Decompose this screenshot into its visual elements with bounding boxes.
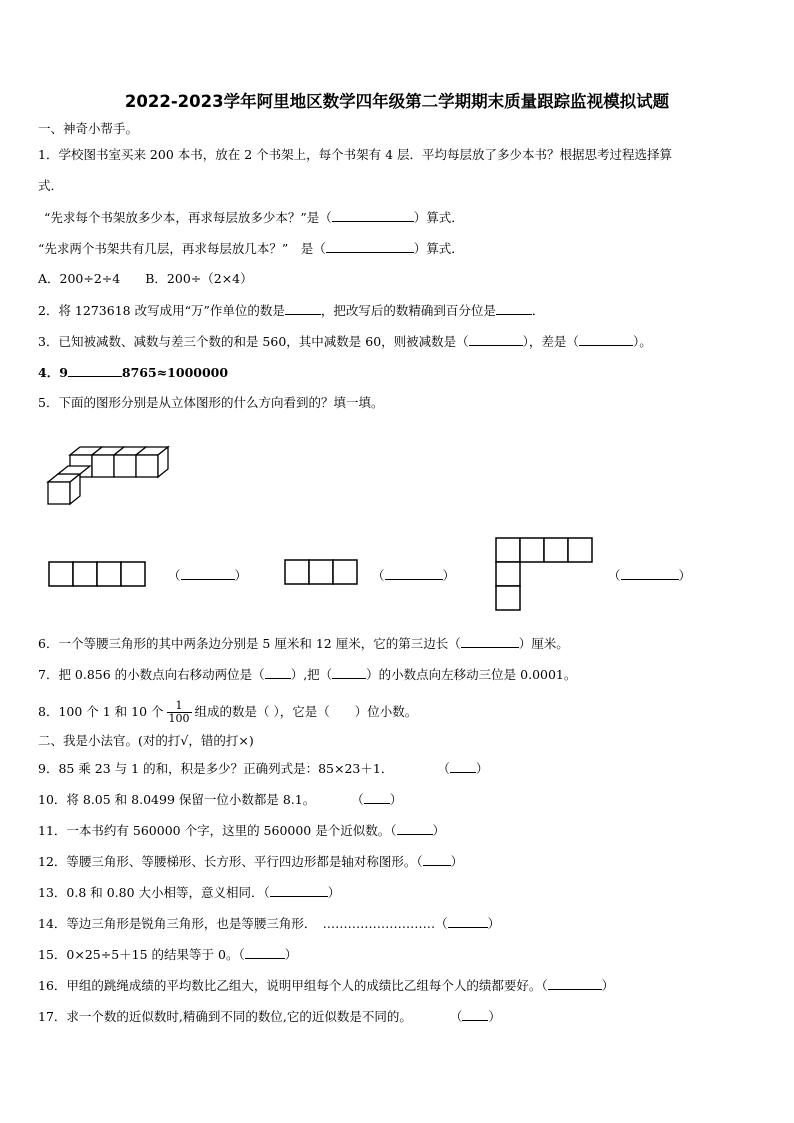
answer-blank[interactable] [285,302,321,315]
answer-blank[interactable] [245,946,285,959]
view-b-answer: （ ） [372,568,456,583]
question-16: 16．甲组的跳绳成绩的平均数比乙组大，说明甲组每个人的成绩比乙组每个人的绩都要好。（ ） [38,978,615,993]
answer-blank[interactable] [332,209,414,222]
answer-blank[interactable] [385,567,443,580]
question-12: 12．等腰三角形、等腰梯形、长方形、平行四边形都是轴对称图形。（ ） [38,854,464,869]
question-1-option-b-prompt: “先求两个书架共有几层，再求每层放几本？” 是（ ）算式． [38,241,464,256]
question-7: 7．把 0.856 的小数点向右移动两位是（ ）,把（ ）的小数点向左移动三位是 0.0001。 [38,667,577,682]
view-a-answer: （ ） [168,568,248,583]
question-13: 13．0.8 和 0.80 大小相等，意义相同．（ ） [38,885,341,900]
question-1-option-a-prompt: “先求每个书架放多少本，再求每层放多少本？”是（ ）算式． [44,210,464,225]
question-9: 9．85 乘 23 与 1 的和，积是多少？正确列式是：85×23＋1． （ ） [38,761,489,776]
question-15: 15．0×25÷5＋15 的结果等于 0。（ ） [38,947,298,962]
question-2: 2．将 1273618 改写成用“万”作单位的数是 ，把改写后的数精确到百分位是 ． [38,303,545,318]
answer-blank[interactable] [326,240,414,253]
answer-blank[interactable] [364,791,390,804]
answer-blank[interactable] [621,567,679,580]
question-1-line-2: 式． [38,178,64,193]
section-heading-2: 二、我是小法官。(对的打√，错的打×) [38,733,254,748]
answer-blank[interactable] [181,567,235,580]
answer-blank[interactable] [579,333,633,346]
view-figure-b [284,559,358,585]
question-10: 10．将 8.05 和 8.0499 保留一位小数都是 8.1。 （ ） [38,792,403,807]
section-heading-1: 一、神奇小帮手。 [38,121,139,136]
answer-blank[interactable] [332,666,366,679]
page-title: 2022-2023学年阿里地区数学四年级第二学期期末质量跟踪监视模拟试题 [124,92,670,111]
view-figure-c [495,537,593,613]
answer-blank[interactable] [397,822,433,835]
answer-blank[interactable] [462,1008,488,1021]
answer-blank[interactable] [469,333,523,346]
answer-blank[interactable] [270,884,328,897]
question-1-line-1: 1．学校图书室买来 200 本书，放在 2 个书架上，每个书架有 4 层．平均每层放了多少本书？根据思考过程选择算 [38,147,673,162]
view-figure-a [48,561,146,587]
answer-blank[interactable] [496,302,532,315]
question-6: 6．一个等腰三角形的其中两条边分别是 5 厘米和 12 厘米，它的第三边长（ ）厘米。 [38,636,569,651]
question-1-choices: A．200÷2÷4 B．200÷（2×4） [38,271,253,286]
question-14: 14．等边三角形是锐角三角形，也是等腰三角形． ………………………（ ） [38,916,501,931]
answer-blank[interactable] [450,760,476,773]
question-5: 5．下面的图形分别是从立体图形的什么方向看到的？填一填。 [38,395,384,410]
fraction-one-hundredth: $\frac{1}{100}$ [168,699,190,725]
answer-blank[interactable] [548,977,602,990]
answer-blank[interactable] [461,635,519,648]
answer-blank[interactable] [423,853,451,866]
question-8: 8．100 个 1 和 10 个 $\frac{1}{100}$ 组成的数是（ ），它是（ ）位小数。 [38,699,418,725]
question-11: 11．一本书约有 560000 个字，这里的 560000 是个近似数。（ ） [38,823,446,838]
answer-blank[interactable] [265,666,291,679]
question-4: 4．9 8765≈1000000 [38,365,229,380]
answer-blank[interactable] [448,915,488,928]
cube-solid-figure [46,445,176,510]
answer-blank[interactable] [68,364,122,377]
question-3: 3．已知被减数、减数与差三个数的和是 560，其中减数是 60，则被减数是（ ），差是（ ）。 [38,334,652,349]
view-c-answer: （ ） [608,568,692,583]
question-17: 17．求一个数的近似数时,精确到不同的数位,它的近似数是不同的。 （ ） [38,1009,501,1024]
